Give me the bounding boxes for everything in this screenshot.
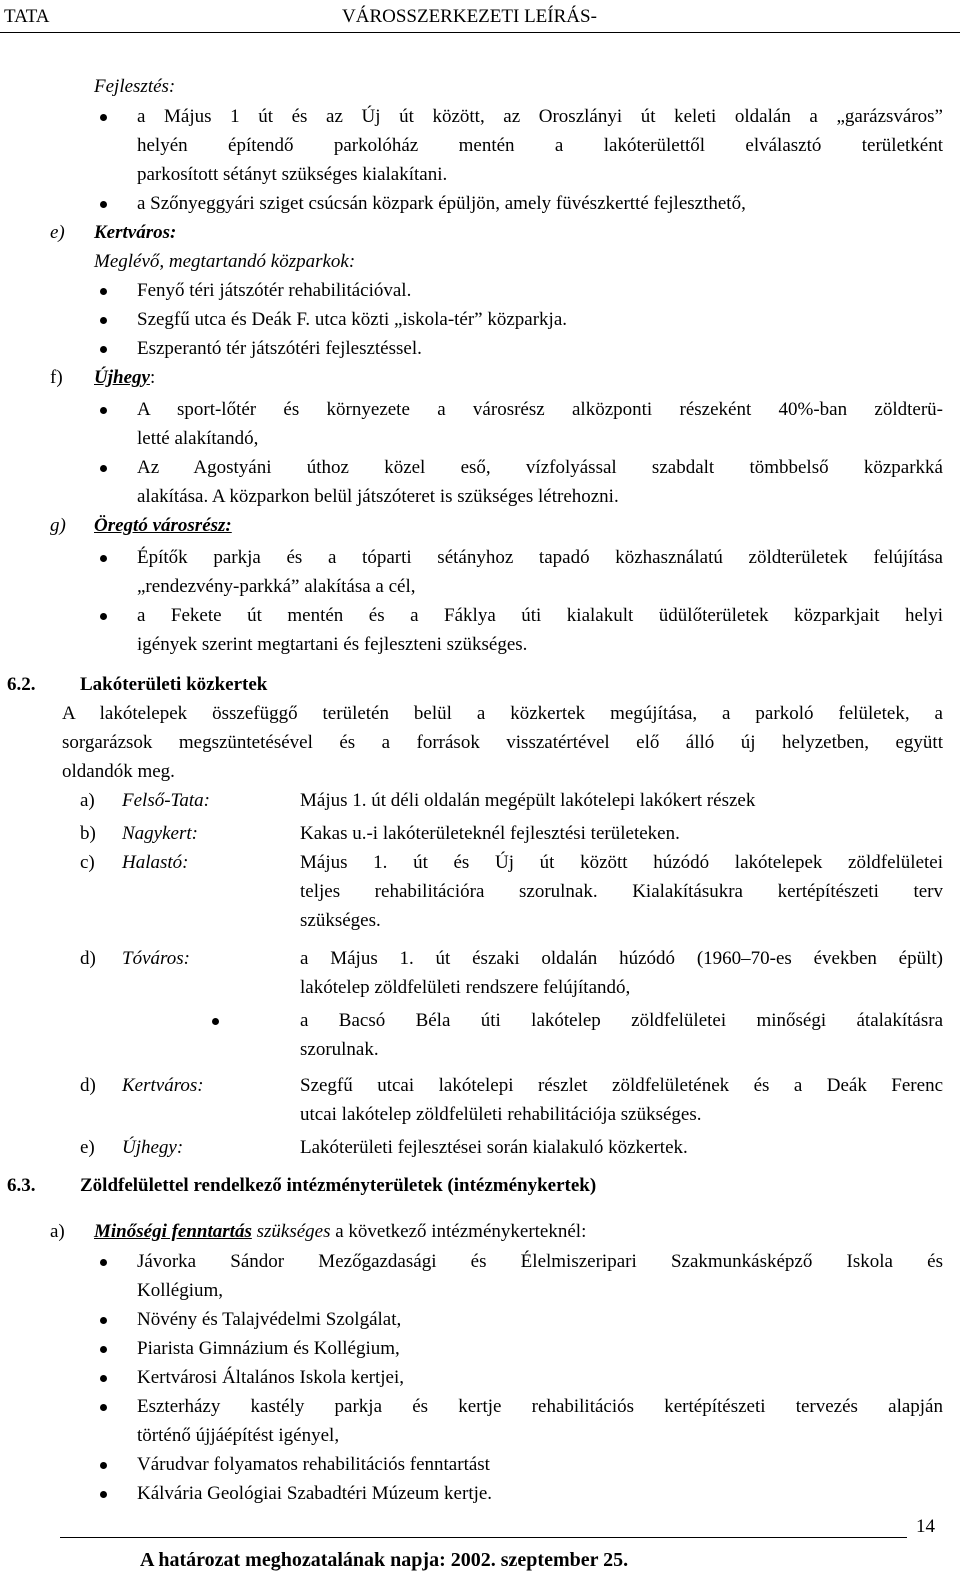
- page-number: 14: [916, 1516, 935, 1537]
- item-text: Fenyő téri játszótér rehabilitációval.: [137, 280, 412, 301]
- list-item: Növény és Talajvédelmi Szolgálat,: [0, 1305, 960, 1334]
- oregto-letter: g): [50, 515, 66, 536]
- list-item: a) Felső-Tata: Május 1. út déli oldalán megépült lakótelepi lakókert részek: [80, 790, 756, 811]
- bullet-icon: [100, 1346, 107, 1353]
- list-item-cont: szükséges.: [300, 910, 381, 931]
- ujhegy-title: Újhegy: [94, 367, 150, 388]
- list-item: Piarista Gimnázium és Kollégium,: [0, 1334, 960, 1363]
- document-body: [0, 72, 960, 1508]
- list-item-cont: szorulnak.: [300, 1039, 379, 1060]
- item-text: Az Agostyáni úthoz közel eső, vízfolyással szabdalt tömbbelső közparkká: [137, 457, 943, 478]
- bullet-icon: [100, 407, 107, 414]
- item-text: letté alakítandó,: [137, 428, 259, 449]
- list-item-cont: [0, 630, 960, 670]
- bullet-icon: [100, 201, 107, 208]
- section-6-3-heading: [0, 1171, 960, 1217]
- list-item-cont: [0, 572, 960, 601]
- list-item: a Bacsó Béla úti lakótelep zöldfelületei minőségi átalakításra: [0, 1006, 960, 1035]
- section-title: Lakóterületi közkertek: [80, 674, 268, 695]
- bullet-icon: [100, 1375, 107, 1382]
- section-title: Zöldfelülettel rendelkező intézményterületek (intézménykertek): [80, 1175, 597, 1196]
- item-text: Építők parkja és a tóparti sétányhoz tapadó közhasználatú zöldterületek felújítása: [137, 547, 943, 568]
- list-item-cont: történő újjáépítést igényel,: [137, 1425, 340, 1446]
- section-number: 6.2.: [7, 674, 36, 695]
- list-item: [0, 334, 960, 363]
- list-item: Kertvárosi Általános Iskola kertjei,: [0, 1363, 960, 1392]
- list-item-cont: teljes rehabilitációra szorulnak. Kialakításukra kertépítészeti terv: [300, 881, 943, 902]
- bullet-icon: [100, 1317, 107, 1324]
- bullet-icon: [212, 1018, 219, 1025]
- item-text: a Fekete út mentén és a Fáklya úti kialakult üdülőterületek közparkjait helyi: [137, 605, 943, 626]
- list-item: Kálvária Geológiai Szabadtéri Múzeum kertje.: [0, 1479, 960, 1508]
- item-text: alakítása. A közparkon belül játszóteret is szükséges létrehozni.: [137, 486, 619, 507]
- list-item: [0, 276, 960, 305]
- item-text: A sport-lőtér és környezete a városrész alközponti részeként 40%-ban zöldterü-: [137, 399, 943, 420]
- footer-text: A határozat meghozatalának napja: 2002. szeptember 25.: [140, 1549, 629, 1571]
- item-text: helyén építendő parkolóház mentén a lakóterülettől elválasztó területként: [137, 135, 943, 156]
- fejlesztes-heading-row: [0, 72, 960, 102]
- bullet-icon: [100, 1491, 107, 1498]
- item-text: a Május 1 út és az Új út között, az Oroszlányi út keleti oldalán a „garázsváros”: [137, 106, 943, 127]
- fejlesztes-heading: Fejlesztés:: [94, 76, 176, 97]
- list-item: [0, 102, 960, 131]
- item-text: a Szőnyeggyári sziget csúcsán közpark épüljön, amely füvészkertté fejleszthető,: [137, 193, 746, 214]
- list-item: c) Halastó: Május 1. út és Új út között húzódó lakótelepek zöldfelületei: [80, 852, 943, 873]
- list-item: d) Tóváros: a Május 1. út északi oldalán húzódó (1960–70-es években épült): [80, 948, 943, 969]
- item-text: igények szerint megtartani és fejleszteni szükséges.: [137, 634, 528, 655]
- bullet-icon: [100, 1462, 107, 1469]
- list-item: Eszterházy kastély parkja és kertje rehabilitációs kertépítészeti tervezés alapján: [0, 1392, 960, 1421]
- list-item: [0, 601, 960, 630]
- list-item: d) Kertváros: Szegfű utcai lakótelepi részlet zöldfelületének és a Deák Ferenc: [80, 1075, 943, 1096]
- section-number: 6.3.: [7, 1175, 36, 1196]
- list-item-cont: Kollégium,: [137, 1280, 224, 1301]
- item-text: parkosított sétányt szükséges kialakítani.: [137, 164, 448, 185]
- paragraph-line: A lakótelepek összefüggő területén belül a közkertek megújítása, a parkoló felületek, a: [62, 703, 943, 724]
- oregto-title: Öregtó városrész:: [94, 515, 232, 536]
- item-text: Szegfű utca és Deák F. utca közti „iskola-tér” közparkja.: [137, 309, 568, 330]
- bullet-icon: [100, 1259, 107, 1266]
- kertvaros-sub: Meglévő, megtartandó közparkok:: [94, 251, 356, 272]
- list-item: [0, 453, 960, 482]
- footer-divider: [60, 1537, 907, 1538]
- header-left: TATA: [4, 6, 50, 27]
- list-item: b) Nagykert: Kakas u.-i lakóterületeknél fejlesztési területeken.: [80, 823, 680, 844]
- list-item: e) Újhegy: Lakóterületi fejlesztései során kialakuló közkertek.: [80, 1137, 688, 1158]
- item-text: „rendezvény-parkká” alakítása a cél,: [137, 576, 416, 597]
- list-item-cont: utcai lakótelep zöldfelületi rehabilitációja szükséges.: [300, 1104, 702, 1125]
- kertvaros-letter: e): [50, 222, 65, 243]
- s63-intro-row: a) Minőségi fenntartás szükséges a következő intézménykerteknél:: [50, 1221, 587, 1242]
- kertvaros-heading-row: [0, 218, 960, 247]
- bullet-icon: [100, 288, 107, 295]
- header-right: VÁROSSZERKEZETI LEÍRÁS-: [342, 6, 597, 27]
- list-item-cont: [0, 131, 960, 160]
- ujhegy-heading-row: f) Újhegy:: [0, 363, 960, 395]
- list-item-cont: [0, 160, 960, 189]
- list-item-cont: [0, 424, 960, 453]
- list-item: [0, 543, 960, 572]
- bullet-icon: [100, 114, 107, 121]
- item-text: Eszperantó tér játszótéri fejlesztéssel.: [137, 338, 422, 359]
- kertvaros-sub-row: [0, 247, 960, 276]
- oregto-heading-row: [0, 511, 960, 543]
- ujhegy-letter: f): [50, 367, 63, 388]
- list-item-cont: lakótelep zöldfelületi rendszere felújítandó,: [300, 977, 631, 998]
- section-6-2-heading: [0, 670, 960, 699]
- list-item-cont: [0, 482, 960, 511]
- paragraph-line: sorgarázsok megszüntetésével és a források visszatértével elő álló új helyzetben, együtt: [62, 732, 943, 753]
- bullet-icon: [100, 1404, 107, 1411]
- paragraph-line: oldandók meg.: [62, 761, 175, 782]
- bullet-icon: [100, 346, 107, 353]
- page-header: [0, 0, 960, 33]
- kertvaros-title: Kertváros:: [94, 222, 177, 243]
- list-item: Jávorka Sándor Mezőgazdasági és Élelmiszeripari Szakmunkásképző Iskola és: [0, 1247, 960, 1276]
- list-item: [0, 395, 960, 424]
- list-item: [0, 189, 960, 218]
- bullet-icon: [100, 317, 107, 324]
- list-item: [0, 305, 960, 334]
- bullet-icon: [100, 465, 107, 472]
- list-item: Várudvar folyamatos rehabilitációs fenntartást: [0, 1450, 960, 1479]
- bullet-icon: [100, 555, 107, 562]
- bullet-icon: [100, 613, 107, 620]
